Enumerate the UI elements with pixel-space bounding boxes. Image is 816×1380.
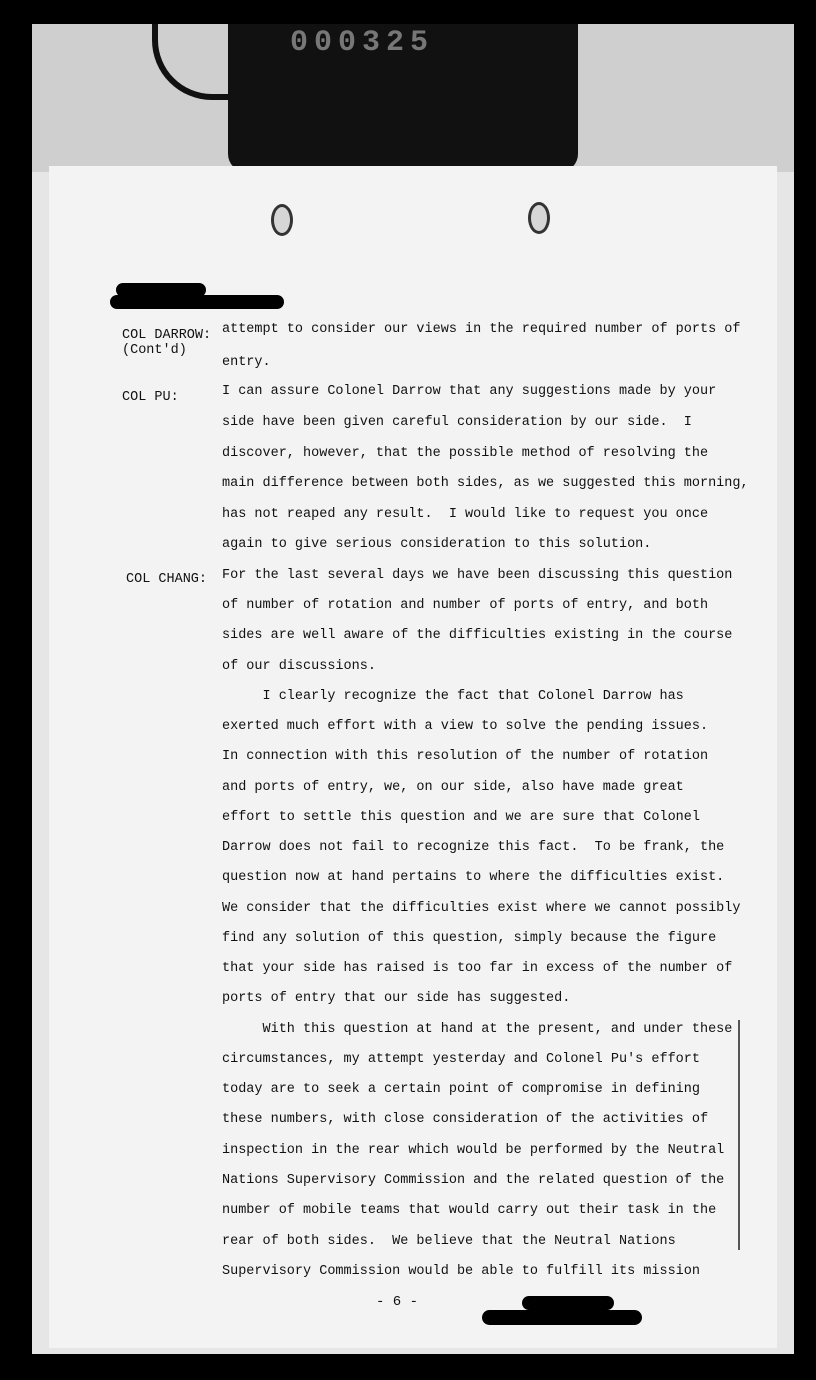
transcript-line: In connection with this resolution of the number of rotation [222,749,709,764]
transcript-line: exerted much effort with a view to solve the pending issues. [222,719,709,734]
page-number: - 6 - [376,1294,419,1310]
speaker-label-col-darrow: COL DARROW: (Cont'd) [122,328,212,358]
transcript-line: of our discussions. [222,659,376,674]
transcript-line: find any solution of this question, simply because the figure [222,931,717,946]
redaction-bar-bottom-2 [482,1310,642,1325]
transcript-line: We consider that the difficulties exist where we cannot possibly [222,901,741,916]
transcript-line: rear of both sides. We believe that the Neutral Nations [222,1234,676,1249]
transcript-line: I clearly recognize the fact that Colonel Darrow has [222,689,684,704]
transcript-line: entry. [222,355,271,370]
transcript-line: Darrow does not fail to recognize this fact. To be frank, the [222,840,725,855]
transcript-line: that your side has raised is too far in excess of the number of [222,961,733,976]
transcript-line: With this question at hand at the present, and under these [222,1022,733,1037]
transcript-line: effort to settle this question and we are sure that Colonel [222,810,700,825]
punch-hole-right [528,202,550,234]
speaker-label-col-pu: COL PU: [122,390,179,405]
transcript-line: main difference between both sides, as we suggested this morning, [222,476,749,491]
transcript-line: has not reaped any result. I would like to request you once [222,507,709,522]
archive-stamp-number: 000325 [290,26,435,60]
transcript-line: attempt to consider our views in the required number of ports of [222,322,741,337]
transcript-line: again to give serious consideration to this solution. [222,537,652,552]
transcript-line: sides are well aware of the difficulties existing in the course [222,628,733,643]
handwritten-margin-mark [718,1020,740,1250]
transcript-line: ports of entry that our side has suggested. [222,991,571,1006]
transcript-line: Supervisory Commission would be able to fulfill its mission [222,1264,700,1279]
transcript-line: today are to seek a certain point of compromise in defining [222,1082,700,1097]
redaction-bar-bottom-1 [522,1296,614,1310]
transcript-line: For the last several days we have been discussing this question [222,568,733,583]
transcript-line: and ports of entry, we, on our side, also have made great [222,780,684,795]
transcript-line: question now at hand pertains to where the difficulties exist. [222,870,725,885]
transcript-line: of number of rotation and number of ports of entry, and both [222,598,709,613]
punch-hole-left [271,204,293,236]
speaker-label-col-chang: COL CHANG: [126,572,208,587]
redaction-bar-top-2 [110,295,284,309]
transcript-line: Nations Supervisory Commission and the related question of the [222,1173,725,1188]
transcript-line: inspection in the rear which would be performed by the Neutral [222,1143,725,1158]
transcript-line: discover, however, that the possible method of resolving the [222,446,709,461]
transcript-line: side have been given careful consideration by our side. I [222,415,692,430]
transcript-line: I can assure Colonel Darrow that any suggestions made by your [222,384,717,399]
transcript-line: number of mobile teams that would carry out their task in the [222,1203,717,1218]
transcript-line: circumstances, my attempt yesterday and Colonel Pu's effort [222,1052,700,1067]
transcript-line: these numbers, with close consideration of the activities of [222,1112,709,1127]
